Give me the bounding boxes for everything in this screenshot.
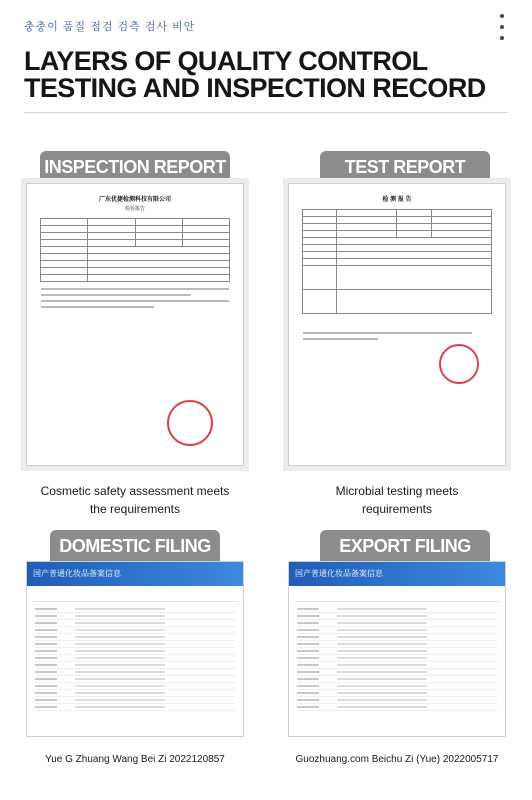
caption-line: Cosmetic safety assessment meets: [40, 484, 230, 498]
page-title: LAYERS OF QUALITY CONTROL TESTING AND INSPECTION RECORD: [24, 46, 486, 103]
caption-line: Microbial testing meets: [335, 484, 459, 498]
filing-header-bar: 国产普通化妆品备案信息: [27, 562, 243, 586]
filing-rows: [35, 606, 235, 711]
filing-tab: [33, 594, 237, 602]
red-seal-stamp: [439, 344, 479, 384]
inspection-caption: [26, 482, 244, 518]
export-filing-document: [288, 561, 506, 737]
filing-rows: [297, 606, 497, 711]
tab-domestic-filing: DOMESTIC FILING: [50, 530, 220, 562]
report-title: 检 测 报 告: [382, 197, 412, 203]
page-subtitle: 충충이 품질 점검 검측 검사 비안: [24, 21, 196, 33]
inspection-report-document: [26, 183, 244, 466]
report-signatures: [303, 332, 491, 340]
title-divider: [24, 112, 508, 113]
test-report-document: [288, 183, 506, 466]
export-filing-reference: Guozhuang.com Beichu Zi (Yue) 2022005717: [295, 754, 499, 765]
report-company-title: 广东优捷检测科技有限公司: [98, 197, 171, 203]
more-options-icon[interactable]: [500, 14, 506, 47]
caption-line: requirements: [361, 502, 433, 516]
report-subtitle: 检验报告: [124, 206, 145, 212]
tab-test-report: TEST REPORT: [320, 151, 490, 183]
report-table: [40, 218, 230, 282]
test-caption: [288, 482, 506, 518]
report-notes: [41, 288, 229, 308]
tab-inspection-report: INSPECTION REPORT: [40, 151, 230, 183]
caption-line: the requirements: [89, 502, 181, 516]
filing-tab: [295, 594, 499, 602]
tab-export-filing: EXPORT FILING: [320, 530, 490, 562]
report-table: [302, 209, 492, 314]
filing-header-bar: 国产普通化妆品备案信息: [289, 562, 505, 586]
domestic-filing-document: [26, 561, 244, 737]
red-seal-stamp: [167, 400, 213, 446]
domestic-filing-reference: Yue G Zhuang Wang Bei Zi 2022120857: [45, 754, 225, 765]
